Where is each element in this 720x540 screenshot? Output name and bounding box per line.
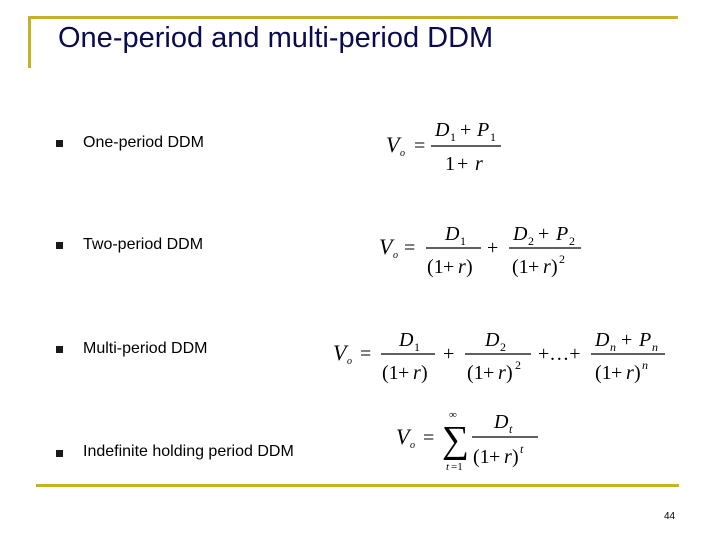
svg-text:V: V bbox=[386, 132, 400, 157]
svg-text:(1: (1 bbox=[512, 256, 529, 278]
svg-text:(1: (1 bbox=[467, 362, 484, 384]
svg-text:2: 2 bbox=[515, 358, 521, 372]
item-label-indefinite: Indefinite holding period DDM bbox=[83, 443, 294, 460]
svg-text:D: D bbox=[513, 223, 528, 245]
svg-text:r: r bbox=[458, 256, 466, 278]
formula-multi-period bbox=[333, 322, 673, 390]
svg-text:+: + bbox=[528, 256, 540, 278]
bullet-icon bbox=[56, 242, 63, 249]
svg-text:D: D bbox=[494, 411, 509, 433]
item-label-one-period: One-period DDM bbox=[83, 134, 204, 151]
svg-text:r: r bbox=[498, 362, 506, 384]
svg-text:+: + bbox=[460, 119, 472, 141]
svg-text:+: + bbox=[398, 362, 410, 384]
svg-text:r: r bbox=[475, 153, 483, 175]
page-number: 44 bbox=[664, 511, 676, 522]
svg-text:∞: ∞ bbox=[449, 409, 457, 421]
svg-text:+: + bbox=[538, 223, 550, 245]
svg-text:=: = bbox=[414, 135, 426, 157]
svg-text:2: 2 bbox=[569, 234, 575, 248]
svg-text:): ) bbox=[551, 256, 558, 278]
svg-text:1: 1 bbox=[445, 153, 455, 175]
svg-text:o: o bbox=[393, 250, 398, 261]
svg-text:): ) bbox=[506, 362, 513, 384]
frame-left-border bbox=[28, 16, 31, 68]
svg-text:o: o bbox=[400, 148, 405, 159]
svg-text:t: t bbox=[446, 461, 450, 473]
bullet-icon bbox=[56, 140, 63, 147]
svg-text:r: r bbox=[626, 362, 634, 384]
svg-text:P: P bbox=[639, 329, 652, 351]
svg-text:1: 1 bbox=[460, 234, 466, 248]
svg-text:D: D bbox=[399, 329, 414, 351]
svg-text:P: P bbox=[477, 119, 490, 141]
svg-text:): ) bbox=[634, 362, 641, 384]
svg-text:=: = bbox=[404, 237, 416, 259]
svg-text:r: r bbox=[413, 362, 421, 384]
svg-text:(1: (1 bbox=[473, 446, 490, 468]
item-label-multi-period: Multi-period DDM bbox=[83, 340, 208, 357]
svg-text:(1: (1 bbox=[427, 256, 444, 278]
svg-text:+: + bbox=[443, 343, 455, 365]
svg-text:2: 2 bbox=[500, 340, 506, 354]
svg-text:V: V bbox=[333, 340, 347, 365]
slide-title: One-period and multi-period DDM bbox=[58, 22, 494, 54]
svg-text:+…+: +…+ bbox=[538, 343, 581, 365]
formula-two-period bbox=[379, 218, 589, 284]
formula-indefinite bbox=[396, 408, 546, 474]
svg-text:=1: =1 bbox=[451, 461, 463, 473]
svg-text:+: + bbox=[483, 362, 495, 384]
svg-text:V: V bbox=[379, 234, 393, 259]
svg-text:+: + bbox=[443, 256, 455, 278]
frame-top-border bbox=[28, 16, 678, 19]
svg-text:+: + bbox=[621, 329, 633, 351]
svg-text:n: n bbox=[610, 340, 616, 354]
bullet-icon bbox=[56, 346, 63, 353]
svg-text:2: 2 bbox=[528, 234, 534, 248]
svg-text:∑: ∑ bbox=[442, 419, 470, 461]
svg-text:n: n bbox=[652, 340, 658, 354]
svg-text:): ) bbox=[512, 446, 519, 468]
bullet-icon bbox=[56, 450, 63, 457]
svg-text:t: t bbox=[520, 442, 524, 456]
svg-text:1: 1 bbox=[490, 130, 496, 144]
svg-text:+: + bbox=[457, 153, 469, 175]
svg-text:D: D bbox=[445, 223, 460, 245]
svg-text:=: = bbox=[360, 343, 372, 365]
svg-text:r: r bbox=[543, 256, 551, 278]
svg-text:): ) bbox=[466, 256, 473, 278]
svg-text:P: P bbox=[556, 223, 569, 245]
svg-text:n: n bbox=[642, 358, 648, 372]
formula-one-period bbox=[386, 114, 516, 176]
svg-text:(1: (1 bbox=[595, 362, 612, 384]
svg-text:1: 1 bbox=[414, 340, 420, 354]
item-label-two-period: Two-period DDM bbox=[83, 236, 204, 253]
svg-text:o: o bbox=[347, 356, 352, 367]
svg-text:D: D bbox=[485, 329, 500, 351]
frame-bottom-border bbox=[36, 484, 679, 487]
svg-text:1: 1 bbox=[450, 130, 456, 144]
svg-text:D: D bbox=[435, 119, 450, 141]
svg-text:D: D bbox=[595, 329, 610, 351]
svg-text:+: + bbox=[611, 362, 623, 384]
svg-text:2: 2 bbox=[559, 252, 565, 266]
svg-text:t: t bbox=[509, 422, 513, 436]
svg-text:(1: (1 bbox=[382, 362, 399, 384]
svg-text:o: o bbox=[410, 440, 415, 451]
svg-text:+: + bbox=[489, 446, 501, 468]
svg-text:r: r bbox=[504, 446, 512, 468]
svg-text:+: + bbox=[487, 237, 499, 259]
svg-text:): ) bbox=[421, 362, 428, 384]
svg-text:V: V bbox=[396, 424, 410, 449]
svg-text:=: = bbox=[423, 427, 435, 449]
